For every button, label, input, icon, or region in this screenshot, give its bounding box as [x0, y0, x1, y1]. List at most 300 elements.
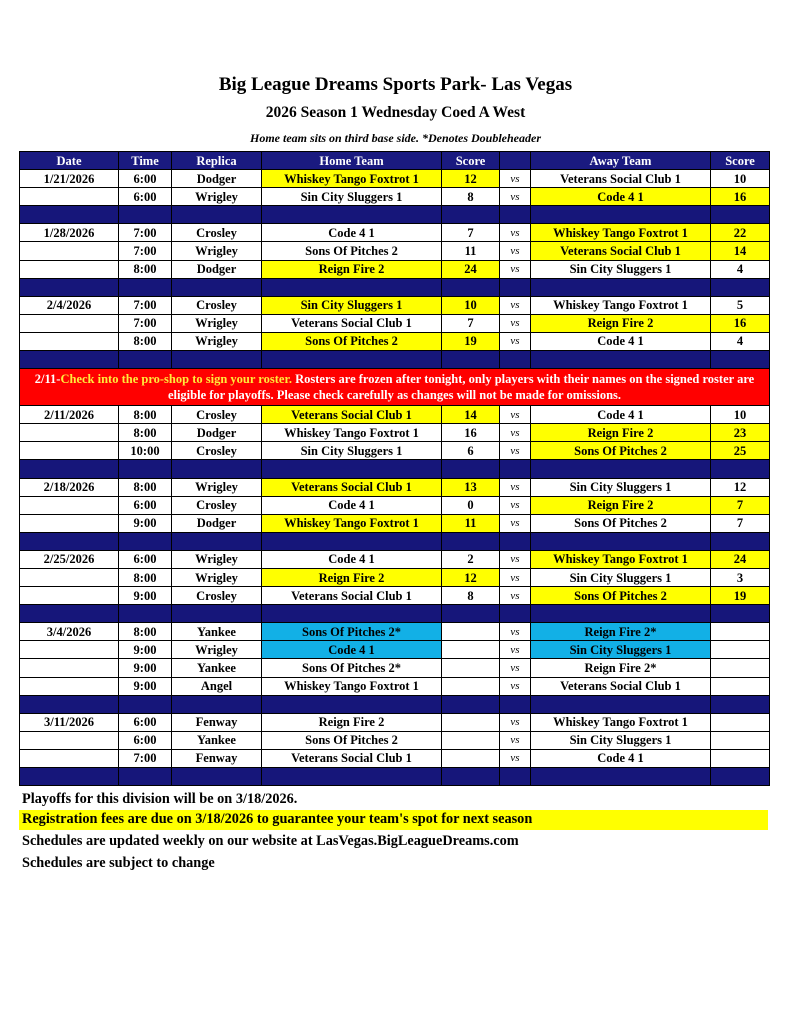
away-score: 10: [711, 170, 770, 188]
separator-cell: [119, 605, 172, 623]
page-subtitle: 2026 Season 1 Wednesday Coed A West: [265, 104, 526, 121]
away-team: Whiskey Tango Foxtrot 1: [531, 224, 711, 242]
away-score: [711, 641, 770, 659]
separator-cell: [20, 351, 119, 369]
away-score: 23: [711, 424, 770, 442]
separator-cell: [500, 278, 531, 296]
col-date: Date: [20, 152, 119, 170]
game-time: 6:00: [119, 550, 172, 568]
week-separator: [20, 460, 770, 478]
game-row: [20, 514, 770, 532]
game-time: 7:00: [119, 314, 172, 332]
separator-cell: [20, 768, 119, 786]
home-score: 24: [442, 260, 500, 278]
col-away-score: Score: [711, 152, 770, 170]
game-date: 1/21/2026: [20, 170, 119, 188]
vs-label: vs: [500, 188, 531, 206]
game-row: [20, 242, 770, 260]
vs-label: vs: [500, 242, 531, 260]
separator-cell: [172, 206, 262, 224]
game-date: [20, 442, 119, 460]
separator-cell: [442, 206, 500, 224]
separator-cell: [442, 605, 500, 623]
game-replica: Crosley: [172, 587, 262, 605]
home-score: [442, 659, 500, 677]
away-team: Code 4 1: [531, 188, 711, 206]
game-row: [20, 260, 770, 278]
game-date: 2/4/2026: [20, 296, 119, 314]
game-date: [20, 242, 119, 260]
game-row: [20, 677, 770, 695]
change-note: Schedules are subject to change: [22, 855, 215, 871]
week-separator: [20, 206, 770, 224]
away-team: Whiskey Tango Foxtrot 1: [531, 296, 711, 314]
game-time: 7:00: [119, 296, 172, 314]
home-team: Sin City Sluggers 1: [262, 296, 442, 314]
separator-cell: [531, 605, 711, 623]
home-team: Sons Of Pitches 2: [262, 332, 442, 350]
home-score: 16: [442, 424, 500, 442]
roster-notice-row: [20, 369, 770, 406]
vs-label: vs: [500, 170, 531, 188]
game-time: 9:00: [119, 677, 172, 695]
col-home-score: Score: [442, 152, 500, 170]
home-team: Whiskey Tango Foxtrot 1: [262, 514, 442, 532]
schedule-note: Home team sits on third base side. *Denotes Doubleheader: [250, 131, 541, 145]
game-date: [20, 568, 119, 586]
separator-cell: [119, 460, 172, 478]
game-replica: Crosley: [172, 442, 262, 460]
away-score: [711, 713, 770, 731]
separator-cell: [500, 532, 531, 550]
away-score: [711, 749, 770, 767]
home-team: Code 4 1: [262, 224, 442, 242]
game-replica: Crosley: [172, 296, 262, 314]
game-replica: Wrigley: [172, 332, 262, 350]
game-date: 1/28/2026: [20, 224, 119, 242]
game-date: [20, 514, 119, 532]
home-team: Veterans Social Club 1: [262, 406, 442, 424]
week-separator: [20, 605, 770, 623]
game-date: [20, 749, 119, 767]
vs-label: vs: [500, 478, 531, 496]
vs-label: vs: [500, 623, 531, 641]
separator-cell: [711, 605, 770, 623]
away-team: Sin City Sluggers 1: [531, 260, 711, 278]
away-score: 12: [711, 478, 770, 496]
game-replica: Fenway: [172, 749, 262, 767]
separator-cell: [262, 768, 442, 786]
game-row: [20, 170, 770, 188]
away-team: Reign Fire 2: [531, 496, 711, 514]
game-date: [20, 260, 119, 278]
separator-cell: [531, 351, 711, 369]
separator-cell: [172, 460, 262, 478]
vs-label: vs: [500, 659, 531, 677]
vs-label: vs: [500, 314, 531, 332]
game-time: 9:00: [119, 587, 172, 605]
game-date: [20, 332, 119, 350]
game-replica: Fenway: [172, 713, 262, 731]
separator-cell: [119, 695, 172, 713]
separator-cell: [442, 278, 500, 296]
home-team: Reign Fire 2: [262, 568, 442, 586]
separator-cell: [172, 695, 262, 713]
home-team: Veterans Social Club 1: [262, 749, 442, 767]
game-time: 10:00: [119, 442, 172, 460]
game-date: 2/11/2026: [20, 406, 119, 424]
game-replica: Wrigley: [172, 242, 262, 260]
game-row: [20, 496, 770, 514]
vs-label: vs: [500, 587, 531, 605]
game-time: 8:00: [119, 623, 172, 641]
game-replica: Crosley: [172, 496, 262, 514]
game-row: [20, 478, 770, 496]
separator-cell: [262, 278, 442, 296]
away-team: Code 4 1: [531, 332, 711, 350]
week-separator: [20, 695, 770, 713]
game-replica: Yankee: [172, 623, 262, 641]
vs-label: vs: [500, 641, 531, 659]
game-replica: Dodger: [172, 260, 262, 278]
separator-cell: [20, 460, 119, 478]
notice-date: 2/11-: [34, 372, 61, 387]
separator-cell: [119, 351, 172, 369]
separator-cell: [711, 460, 770, 478]
game-row: [20, 568, 770, 586]
separator-cell: [119, 278, 172, 296]
game-date: [20, 659, 119, 677]
vs-label: vs: [500, 749, 531, 767]
separator-cell: [711, 278, 770, 296]
home-team: Sons Of Pitches 2*: [262, 659, 442, 677]
home-score: [442, 731, 500, 749]
game-time: 8:00: [119, 332, 172, 350]
separator-cell: [172, 768, 262, 786]
away-score: 4: [711, 260, 770, 278]
separator-cell: [20, 532, 119, 550]
separator-cell: [442, 695, 500, 713]
home-team: Sin City Sluggers 1: [262, 188, 442, 206]
vs-label: vs: [500, 260, 531, 278]
game-time: 8:00: [119, 568, 172, 586]
separator-cell: [172, 532, 262, 550]
separator-cell: [500, 460, 531, 478]
vs-label: vs: [500, 296, 531, 314]
vs-label: vs: [500, 568, 531, 586]
game-time: 6:00: [119, 170, 172, 188]
home-score: [442, 677, 500, 695]
away-score: 5: [711, 296, 770, 314]
separator-cell: [20, 278, 119, 296]
away-score: 4: [711, 332, 770, 350]
away-score: 16: [711, 188, 770, 206]
game-time: 8:00: [119, 478, 172, 496]
registration-note: Registration fees are due on 3/18/2026 to guarantee your team's spot for next season: [22, 811, 533, 827]
separator-cell: [172, 278, 262, 296]
notice-highlight: Check into the pro-shop to sign your roster.: [60, 372, 292, 387]
game-row: [20, 406, 770, 424]
home-score: 7: [442, 224, 500, 242]
home-score: [442, 641, 500, 659]
away-score: 19: [711, 587, 770, 605]
separator-cell: [172, 605, 262, 623]
schedule-table: [19, 151, 770, 786]
separator-cell: [531, 532, 711, 550]
home-score: 0: [442, 496, 500, 514]
home-team: Sons Of Pitches 2: [262, 731, 442, 749]
separator-cell: [531, 460, 711, 478]
separator-cell: [711, 695, 770, 713]
home-team: Sin City Sluggers 1: [262, 442, 442, 460]
game-row: [20, 296, 770, 314]
away-team: Whiskey Tango Foxtrot 1: [531, 713, 711, 731]
col-home-team: Home Team: [262, 152, 442, 170]
away-team: Code 4 1: [531, 406, 711, 424]
game-row: [20, 641, 770, 659]
game-time: 9:00: [119, 641, 172, 659]
game-row: [20, 713, 770, 731]
home-team: Sons Of Pitches 2: [262, 242, 442, 260]
home-team: Sons Of Pitches 2*: [262, 623, 442, 641]
home-score: [442, 749, 500, 767]
notice-text: Rosters are frozen after tonight, only players with their names on the signed roster are eligible for playoffs. Please check carefully as changes will not be made for omissions.: [167, 372, 755, 403]
game-replica: Wrigley: [172, 188, 262, 206]
game-time: 8:00: [119, 424, 172, 442]
home-score: 2: [442, 550, 500, 568]
away-team: Veterans Social Club 1: [531, 242, 711, 260]
game-date: [20, 731, 119, 749]
away-score: [711, 659, 770, 677]
game-date: [20, 188, 119, 206]
separator-cell: [531, 278, 711, 296]
game-replica: Wrigley: [172, 478, 262, 496]
separator-cell: [531, 695, 711, 713]
game-date: [20, 314, 119, 332]
home-score: 12: [442, 170, 500, 188]
separator-cell: [20, 695, 119, 713]
game-date: 3/4/2026: [20, 623, 119, 641]
table-header-row: [20, 152, 770, 170]
game-time: 9:00: [119, 514, 172, 532]
separator-cell: [711, 206, 770, 224]
separator-cell: [711, 351, 770, 369]
separator-cell: [500, 605, 531, 623]
game-replica: Crosley: [172, 406, 262, 424]
home-team: Veterans Social Club 1: [262, 587, 442, 605]
vs-label: vs: [500, 713, 531, 731]
separator-cell: [262, 460, 442, 478]
game-date: [20, 677, 119, 695]
vs-label: vs: [500, 677, 531, 695]
game-replica: Dodger: [172, 514, 262, 532]
home-team: Code 4 1: [262, 641, 442, 659]
away-team: Sin City Sluggers 1: [531, 641, 711, 659]
game-time: 6:00: [119, 496, 172, 514]
home-score: 12: [442, 568, 500, 586]
home-team: Whiskey Tango Foxtrot 1: [262, 170, 442, 188]
game-time: 6:00: [119, 713, 172, 731]
away-team: Sin City Sluggers 1: [531, 478, 711, 496]
game-replica: Wrigley: [172, 568, 262, 586]
game-row: [20, 442, 770, 460]
separator-cell: [262, 351, 442, 369]
away-team: Veterans Social Club 1: [531, 677, 711, 695]
game-time: 6:00: [119, 731, 172, 749]
away-team: Sin City Sluggers 1: [531, 568, 711, 586]
game-date: [20, 587, 119, 605]
game-time: 8:00: [119, 260, 172, 278]
game-date: [20, 641, 119, 659]
home-score: 6: [442, 442, 500, 460]
separator-cell: [531, 768, 711, 786]
home-score: 8: [442, 188, 500, 206]
home-team: Veterans Social Club 1: [262, 314, 442, 332]
game-row: [20, 224, 770, 242]
home-score: [442, 623, 500, 641]
vs-label: vs: [500, 731, 531, 749]
game-time: 9:00: [119, 659, 172, 677]
home-score: 7: [442, 314, 500, 332]
away-score: 16: [711, 314, 770, 332]
game-row: [20, 424, 770, 442]
away-team: Reign Fire 2: [531, 314, 711, 332]
vs-label: vs: [500, 496, 531, 514]
game-replica: Yankee: [172, 731, 262, 749]
away-score: 22: [711, 224, 770, 242]
game-time: 7:00: [119, 749, 172, 767]
week-separator: [20, 532, 770, 550]
week-separator: [20, 768, 770, 786]
separator-cell: [262, 532, 442, 550]
home-score: 10: [442, 296, 500, 314]
game-row: [20, 659, 770, 677]
game-replica: Wrigley: [172, 550, 262, 568]
separator-cell: [119, 768, 172, 786]
game-row: [20, 314, 770, 332]
away-team: Sons Of Pitches 2: [531, 587, 711, 605]
separator-cell: [711, 532, 770, 550]
home-score: 11: [442, 514, 500, 532]
game-replica: Wrigley: [172, 314, 262, 332]
col-away-team: Away Team: [531, 152, 711, 170]
game-row: [20, 332, 770, 350]
game-replica: Dodger: [172, 170, 262, 188]
home-score: 19: [442, 332, 500, 350]
separator-cell: [531, 206, 711, 224]
away-team: Sons Of Pitches 2: [531, 442, 711, 460]
away-score: [711, 731, 770, 749]
game-time: 6:00: [119, 188, 172, 206]
away-score: [711, 623, 770, 641]
game-replica: Angel: [172, 677, 262, 695]
game-date: [20, 424, 119, 442]
home-score: 13: [442, 478, 500, 496]
game-row: [20, 623, 770, 641]
vs-label: vs: [500, 424, 531, 442]
separator-cell: [442, 351, 500, 369]
separator-cell: [119, 532, 172, 550]
separator-cell: [262, 695, 442, 713]
vs-label: vs: [500, 442, 531, 460]
col-replica: Replica: [172, 152, 262, 170]
separator-cell: [500, 768, 531, 786]
home-team: Veterans Social Club 1: [262, 478, 442, 496]
away-team: Whiskey Tango Foxtrot 1: [531, 550, 711, 568]
separator-cell: [172, 351, 262, 369]
away-team: Sons Of Pitches 2: [531, 514, 711, 532]
separator-cell: [262, 605, 442, 623]
playoffs-note: Playoffs for this division will be on 3/18/2026.: [22, 791, 298, 807]
roster-notice: [20, 369, 770, 406]
game-date: 2/25/2026: [20, 550, 119, 568]
home-score: [442, 713, 500, 731]
separator-cell: [262, 206, 442, 224]
game-time: 8:00: [119, 406, 172, 424]
vs-label: vs: [500, 550, 531, 568]
home-team: Reign Fire 2: [262, 713, 442, 731]
col-vs: [500, 152, 531, 170]
vs-label: vs: [500, 514, 531, 532]
away-score: 10: [711, 406, 770, 424]
away-score: 7: [711, 496, 770, 514]
game-date: 3/11/2026: [20, 713, 119, 731]
away-score: 3: [711, 568, 770, 586]
home-team: Code 4 1: [262, 550, 442, 568]
separator-cell: [119, 206, 172, 224]
separator-cell: [442, 460, 500, 478]
away-team: Reign Fire 2*: [531, 623, 711, 641]
separator-cell: [500, 351, 531, 369]
separator-cell: [711, 768, 770, 786]
game-replica: Dodger: [172, 424, 262, 442]
home-team: Reign Fire 2: [262, 260, 442, 278]
home-score: 11: [442, 242, 500, 260]
game-row: [20, 550, 770, 568]
away-score: [711, 677, 770, 695]
separator-cell: [500, 695, 531, 713]
vs-label: vs: [500, 224, 531, 242]
separator-cell: [442, 532, 500, 550]
home-score: 8: [442, 587, 500, 605]
away-team: Veterans Social Club 1: [531, 170, 711, 188]
away-team: Reign Fire 2: [531, 424, 711, 442]
away-team: Sin City Sluggers 1: [531, 731, 711, 749]
game-replica: Crosley: [172, 224, 262, 242]
separator-cell: [500, 206, 531, 224]
away-team: Code 4 1: [531, 749, 711, 767]
home-score: 14: [442, 406, 500, 424]
home-team: Whiskey Tango Foxtrot 1: [262, 424, 442, 442]
away-team: Reign Fire 2*: [531, 659, 711, 677]
away-score: 7: [711, 514, 770, 532]
game-replica: Yankee: [172, 659, 262, 677]
page-title: Big League Dreams Sports Park- Las Vegas: [218, 74, 573, 95]
away-score: 24: [711, 550, 770, 568]
game-replica: Wrigley: [172, 641, 262, 659]
home-team: Code 4 1: [262, 496, 442, 514]
away-score: 14: [711, 242, 770, 260]
game-row: [20, 749, 770, 767]
game-date: [20, 496, 119, 514]
week-separator: [20, 278, 770, 296]
separator-cell: [442, 768, 500, 786]
game-row: [20, 731, 770, 749]
vs-label: vs: [500, 332, 531, 350]
away-score: 25: [711, 442, 770, 460]
game-row: [20, 188, 770, 206]
website-note: Schedules are updated weekly on our website at LasVegas.BigLeagueDreams.com: [22, 833, 519, 849]
